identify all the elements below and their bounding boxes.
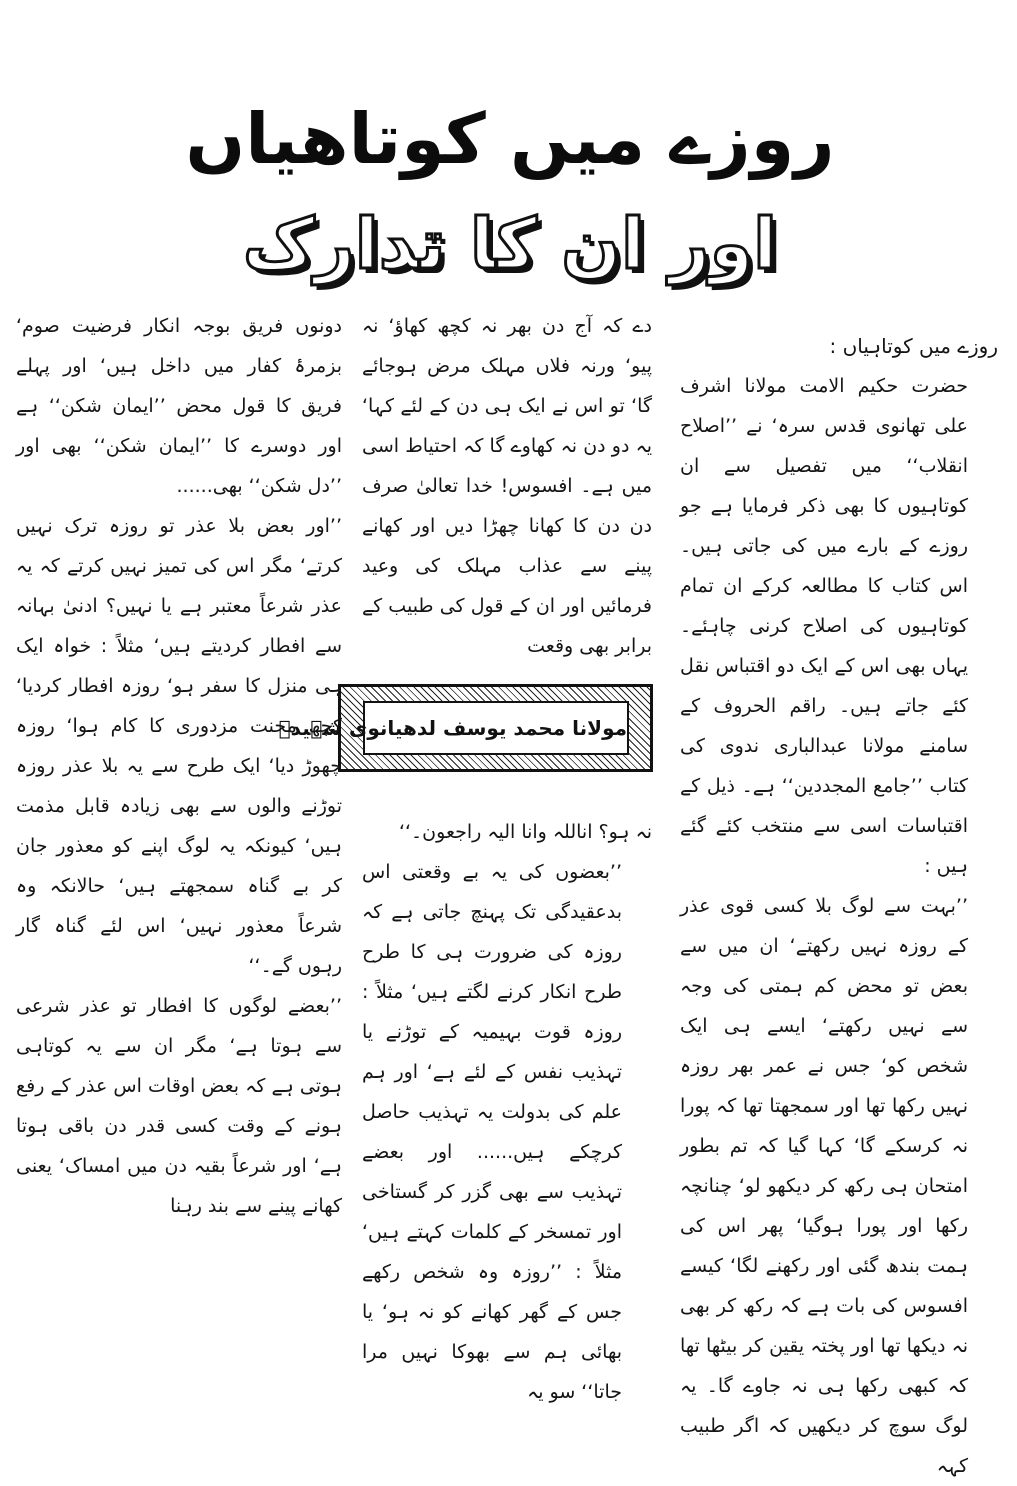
article-subtitle: اور ان کا تدارک xyxy=(242,203,778,285)
article-title: روزے میں کوتاهیاں xyxy=(185,98,835,180)
author-byline: مولانا محمد یوسف لدھیانوی شہیدؒ xyxy=(363,701,629,755)
paragraph: نہ ہو؟ اناللہ وانا الیہ راجعون۔‘‘ xyxy=(398,821,652,843)
column-left xyxy=(16,306,342,1336)
paragraph: دونوں فریق بوجہ انکار فرضیت صوم‘ بزمرۂ کفار میں داخل ہیں‘ اور پہلے فریق کا قول محض ’’ایمان شکن‘‘ ہے اور دوسرے کا ’’ایمان شکن‘‘ بھی اور ’’دل شکن‘‘ بھی...... xyxy=(16,315,342,497)
column-middle-top xyxy=(362,306,652,656)
paragraph: دے کہ آج دن بھر نہ کچھ کھاؤ‘ نہ پیو‘ ورنہ فلاں مہلک مرض ہوجائے گا‘ تو اس نے ایک ہی دن کے لئے کہا‘ یہ دو دن نہ کھاوے گا کہ احتیاط اسی میں ہے۔ افسوس! خدا تعالیٰ صرف دن دن کا کھانا چھڑا دیں اور کھانے پینے سے عذاب مہلک کی وعید فرمائیں اور ان کے قول کی طبیب کے برابر بھی وقعت xyxy=(362,315,652,657)
byline-box xyxy=(278,684,653,772)
paragraph: ’’بہت سے لوگ بلا کسی قوی عذر کے روزہ نہیں رکھتے‘ ان میں سے بعض تو محض کم ہمتی کی وجہ سے نہیں رکھتے‘ ایسے ہی ایک شخص کو‘ جس نے عمر بھر روزہ نہیں رکھا تھا اور سمجھتا تھا کہ پورا نہ کرسکے گا‘ کہا گیا کہ تم بطور امتحان ہی رکھ کر دیکھو لو‘ چنانچہ رکھا اور پورا ہوگیا‘ پھر اس کی ہمت بندھ گئی اور رکھنے لگا‘ کیسے افسوس کی بات ہے کہ رکھ کر بھی نہ دیکھا تھا اور پختہ یقین کر بیٹھا تھا کہ کبھی رکھا ہی نہ جاوے گا۔ یہ لوگ سوچ کر دیکھیں کہ اگر طبیب کہہ xyxy=(680,895,968,1477)
paragraph: ’’اور بعض بلا عذر تو روزہ ترک نہیں کرتے‘ مگر اس کی تمیز نہیں کرتے کہ یہ عذر شرعاً معتبر ہے یا نہیں؟ ادنیٰ بہانہ سے افطار کردیتے ہیں‘ مثلاً : خواہ ایک ہی منزل کا سفر ہو‘ روزہ افطار کردیا‘ کچھ محنت مزدوری کا کام ہوا‘ روزہ چھوڑ دیا‘ ایک طرح سے یہ بلا عذر روزہ توڑنے والوں سے بھی زیادہ قابل مذمت ہیں‘ کیونکہ یہ لوگ اپنے کو معذور جان کر بے گناہ سمجھتے ہیں‘ حالانکہ وہ شرعاً معذور نہیں‘ اس لئے گناہ گار رہوں گے۔‘‘ xyxy=(16,515,342,977)
section-heading: روزے میں کوتاہیاں : xyxy=(829,334,998,358)
paragraph: ’’بعضوں کی یہ بے وقعتی اس بدعقیدگی تک پہنچ جاتی ہے کہ روزہ کی ضرورت ہی کا طرح طرح انکار کرنے لگتے ہیں‘ مثلاً : روزہ قوت بہیمیہ کے توڑنے یا تہذیب نفس کے لئے ہے‘ اور ہم علم کی بدولت یہ تہذیب حاصل کرچکے ہیں...... اور بعضے تہذیب سے بھی گزر کر گستاخی اور تمسخر کے کلمات کہتے ہیں‘ مثلاً : ’’روزہ وہ شخص رکھے جس کے گھر کھانے کو نہ ہو‘ یا بھائی ہم سے بھوکا نہیں مرا جاتا‘‘ سو یہ xyxy=(362,861,622,1403)
column-right xyxy=(680,326,998,1477)
paragraph: ’’بعضے لوگوں کا افطار تو عذر شرعی سے ہوتا ہے‘ مگر ان سے یہ کوتاہی ہوتی ہے کہ بعض اوقات اس عذر کے رفع ہونے کے وقت کسی قدر دن باقی ہوتا ہے‘ اور شرعاً بقیہ دن میں امساک‘ یعنی کھانے پینے سے بند رہنا xyxy=(16,995,342,1217)
paragraph: حضرت حکیم الامت مولانا اشرف علی تھانوی قدس سرہ‘ نے ’’اصلاح انقلاب‘‘ میں تفصیل سے ان کوتاہیوں کا بھی ذکر فرمایا ہے جو روزے کے بارے میں کی جاتی ہیں۔ اس کتاب کا مطالعہ کرکے ان تمام کوتاہیوں کی اصلاح کرنی چاہئے۔ یہاں بھی اس کے ایک دو اقتباس نقل کئے جاتے ہیں۔ راقم الحروف کے سامنے مولانا عبدالباری ندوی کی کتاب ’’جامع المجددین‘‘ ہے۔ ذیل کے اقتباسات اسی سے منتخب کئے گئے ہیں : xyxy=(680,375,968,877)
column-middle-bottom xyxy=(362,812,652,1403)
